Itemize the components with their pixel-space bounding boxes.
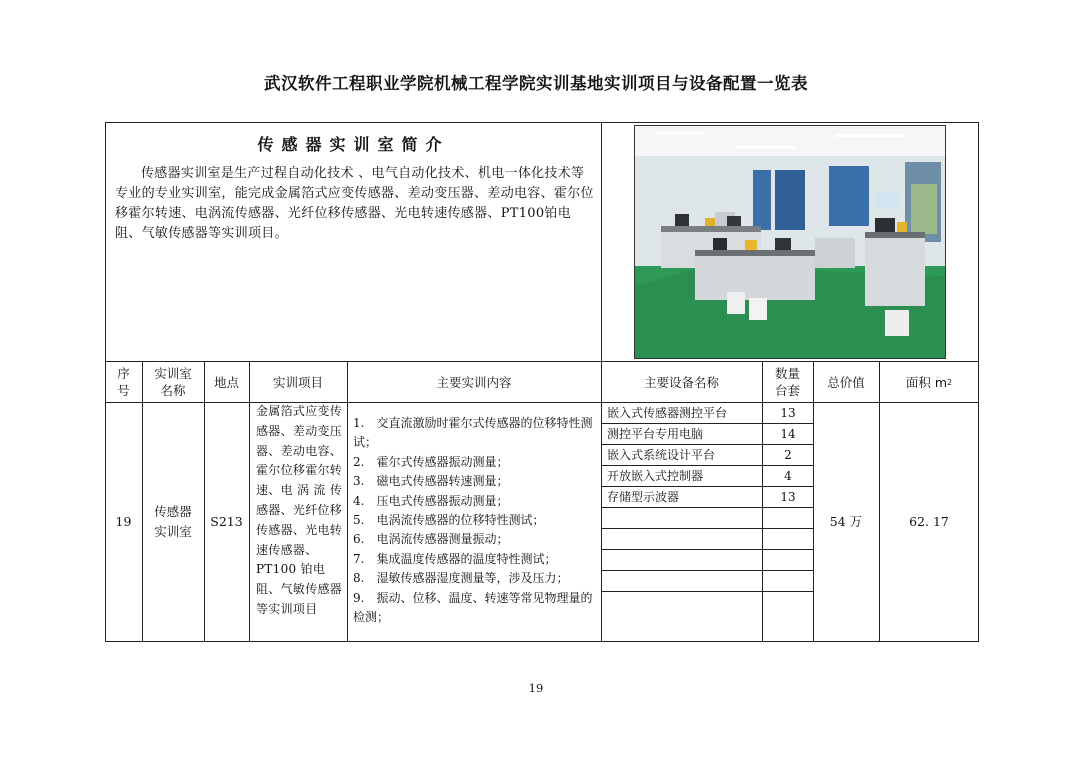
header-project: 实训项目: [272, 374, 323, 390]
equipment-qty: 4: [784, 469, 792, 483]
equipment-qty: 14: [780, 427, 796, 441]
row-total-value: 54 万: [829, 514, 863, 529]
header-total-value: 总价值: [827, 374, 865, 390]
lab-photo: [634, 125, 946, 359]
header-content: 主要实训内容: [436, 374, 512, 390]
row-content-list: [353, 414, 597, 627]
header-area: 面积 m 2: [905, 374, 953, 390]
divider: [249, 361, 250, 642]
header-location: 地点: [213, 374, 239, 390]
page-number: 19: [528, 681, 544, 695]
list-item: 6. 电涡流传感器测量振动；: [353, 532, 509, 547]
equipment-name: 开放嵌入式控制器: [607, 469, 704, 483]
list-item: 2. 霍尔式传感器振动测量；: [353, 454, 509, 469]
list-item: 1. 交直流激励时霍尔式传感器的位移特性测试；: [353, 416, 593, 450]
equipment-qty: 13: [780, 490, 796, 504]
divider: [347, 361, 348, 642]
document-title: 武汉软件工程职业学院机械工程学院实训基地实训项目与设备配置一览表: [264, 74, 808, 93]
divider: [601, 591, 813, 592]
row-room: 传感器 实训室: [154, 504, 192, 539]
divider: [601, 528, 813, 529]
header-index: 序 号: [117, 366, 130, 398]
row-project: 金属箔式应变传感器、差动变压器、差动电容、霍尔位移霍尔转速、电 涡 流 传 感器、光纤位移传感器、光电转速传感器、PT100 铂电阻、气敏传感器等实训项目: [256, 404, 343, 616]
header-qty: 数量 台套: [774, 366, 800, 398]
list-item: 3. 磁电式传感器转速测量；: [353, 474, 509, 489]
list-item: 7. 集成温度传感器的温度特性测试；: [353, 551, 557, 566]
row-location: S213: [210, 514, 243, 529]
intro-heading: 传感器实训室简介: [257, 135, 450, 154]
equipment-name: 存储型示波器: [607, 490, 680, 504]
equipment-name: 测控平台专用电脑: [607, 427, 704, 441]
equipment-qty: 2: [784, 448, 792, 462]
header-equipment: 主要设备名称: [643, 374, 719, 390]
intro-text: 传感器实训室是生产过程自动化技术 、电气自动化技术、机电一体化技术等专业的专业实训室，能完成金属箔式应变传感器、差动变压器、差动电容、霍尔位移霍尔转速、电涡流传感器、光纤位移传感器、光电转速传感器、PT100铂电阻、气敏传感器等实训项目。: [115, 166, 594, 241]
intro-section: [105, 122, 602, 361]
row-index: 19: [115, 514, 132, 529]
list-item: 5. 电涡流传感器的位移特性测试；: [353, 513, 545, 528]
lab-photo-image: [635, 126, 945, 358]
equipment-name: 嵌入式系统设计平台: [607, 448, 716, 462]
list-item: 4. 压电式传感器振动测量；: [353, 493, 509, 508]
list-item: 8. 湿敏传感器湿度测量等，涉及压力；: [353, 571, 569, 586]
divider: [601, 549, 813, 550]
divider: [601, 570, 813, 571]
list-item: 9. 振动、位移、温度、转速等常见物理量的检测；: [353, 590, 593, 625]
header-room: 实训室 名称: [154, 366, 192, 398]
equipment-name: 嵌入式传感器测控平台: [607, 406, 728, 420]
equipment-qty: 13: [780, 406, 796, 420]
row-area: 62. 17: [909, 514, 949, 529]
divider: [601, 507, 813, 508]
